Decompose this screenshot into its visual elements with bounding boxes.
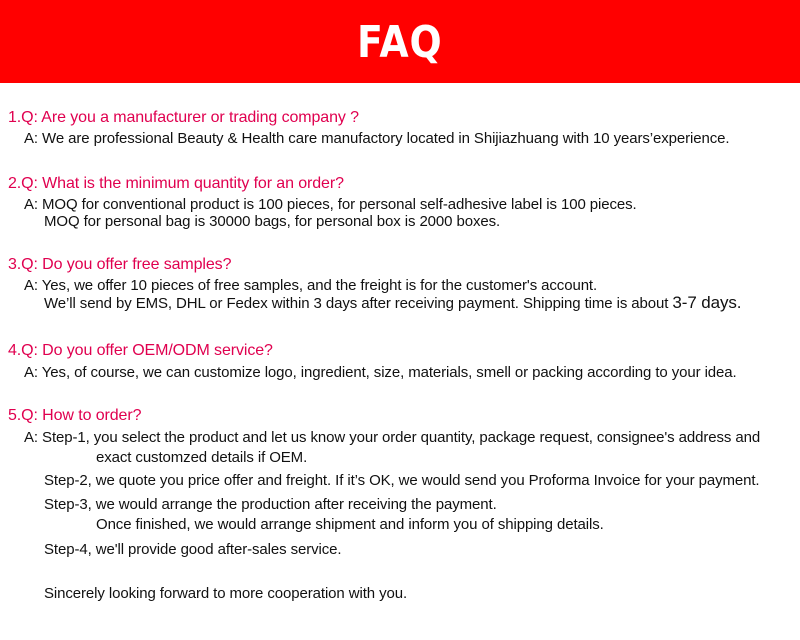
faq-answer-5-step-3-cont: Once finished, we would arrange shipment and inform you of shipping details. <box>96 516 604 533</box>
faq-question-3: 3.Q: Do you offer free samples? <box>8 256 232 273</box>
faq-answer-3-line-2 <box>44 294 741 313</box>
faq-answer-4: A: Yes, of course, we can customize logo, ingredient, size, materials, smell or packing according to your idea. <box>24 364 737 381</box>
faq-answer-2-line-1: A: MOQ for conventional product is 100 pieces, for personal self-adhesive label is 100 pieces. <box>24 196 637 213</box>
faq-answer-3-line-1: A: Yes, we offer 10 pieces of free samples, and the freight is for the customer's account. <box>24 277 598 294</box>
faq-answer-5-step-4: Step-4, we'll provide good after-sales service. <box>44 541 342 558</box>
faq-question-4: 4.Q: Do you offer OEM/ODM service? <box>8 342 273 359</box>
faq-banner <box>0 0 800 83</box>
faq-question-1: 1.Q: Are you a manufacturer or trading company ? <box>8 109 359 126</box>
shipping-days: 3-7 days. <box>672 293 742 312</box>
faq-answer-5-step-1: A: Step-1, you select the product and let us know your order quantity, package request, consignee's address and <box>24 429 761 446</box>
faq-answer-5-step-2: Step-2, we quote you price offer and freight. If it’s OK, we would send you Proforma Invoice for your payment. <box>44 472 760 489</box>
faq-question-5: 5.Q: How to order? <box>8 407 142 424</box>
faq-answer-1: A: We are professional Beauty & Health care manufactory located in Shijiazhuang with 10 years’experience. <box>24 130 730 147</box>
faq-answer-2-line-2: MOQ for personal bag is 30000 bags, for personal box is 2000 boxes. <box>44 213 501 230</box>
shipping-text: We’ll send by EMS, DHL or Fedex within 3 days after receiving payment. Shipping time is about <box>44 295 673 312</box>
page-title: FAQ <box>357 16 443 68</box>
faq-question-2: 2.Q: What is the minimum quantity for an order? <box>8 175 344 192</box>
closing-text: Sincerely looking forward to more cooperation with you. <box>44 585 408 602</box>
faq-answer-5-step-3: Step-3, we would arrange the production after receiving the payment. <box>44 496 497 513</box>
faq-answer-5-step-1-cont: exact customzed details if OEM. <box>96 449 308 466</box>
